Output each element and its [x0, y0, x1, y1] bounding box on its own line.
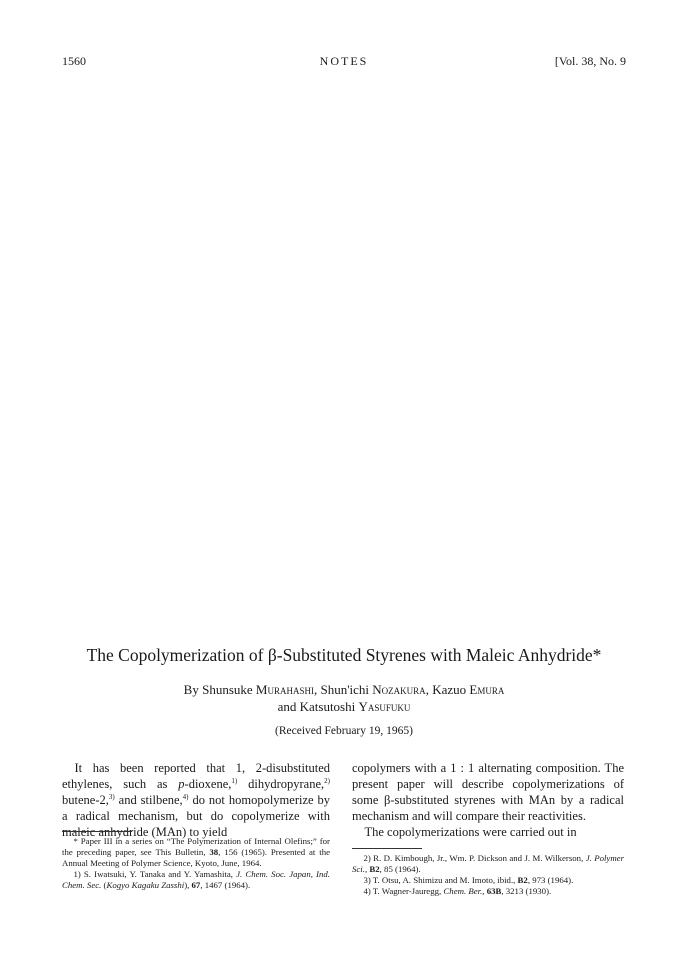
- body-text: and stilbene,: [114, 793, 183, 807]
- body-text: -dioxene,: [184, 777, 232, 791]
- footnote-divider: [352, 848, 422, 849]
- footnote-text: , 156 (1965). Presented at the Annual Meeting of Polymer Science, Kyoto, June, 1964.: [62, 847, 330, 868]
- footnote: [62, 869, 330, 891]
- page-number: 1560: [62, 54, 86, 68]
- author-separator: and Katsutoshi: [277, 699, 359, 714]
- footnote-text: ),: [184, 880, 192, 890]
- footnote-text: Chem. Ber.: [443, 886, 483, 896]
- author-surname: Yasufuku: [358, 699, 411, 714]
- footnotes-left: [62, 836, 330, 891]
- footnote-text: 38: [209, 847, 219, 857]
- author-by: By Shunsuke: [183, 682, 256, 697]
- footnote-text: ,: [482, 886, 487, 896]
- footnote-text: 67: [191, 880, 201, 890]
- body-text: dihydropyrane,: [237, 777, 325, 791]
- footnote-text: , 973 (1964).: [527, 875, 574, 885]
- footnote-text: 2) R. D. Kimbough, Jr., Wm. P. Dickson and J. M. Wilkerson,: [363, 853, 586, 863]
- body-text: butene-2,: [62, 793, 109, 807]
- body-column-right: [352, 760, 624, 840]
- author-list: [0, 681, 688, 715]
- body-paragraph: copolymers with a 1 : 1 alternating composition. The present paper will describe copolymerizations of some β-substituted styrenes with MAn by a radical mechanism and will compare their reactivities.: [352, 761, 624, 823]
- footnote-text: J. Polymer Sci.: [352, 853, 625, 874]
- author-surname: Emura: [469, 682, 505, 697]
- footnote-text: 4) T. Wagner-Jauregg,: [363, 886, 444, 896]
- body-paragraph: The copolymerizations were carried out in: [364, 825, 577, 839]
- body-text: p: [178, 777, 185, 791]
- body-paragraph: [62, 760, 330, 840]
- footnote-text: (: [101, 880, 107, 890]
- author-surname: Nozakura: [372, 682, 426, 697]
- body-text: It has been reported that 1, 2-disubstituted ethylenes, such as: [62, 761, 330, 791]
- footnote: [62, 836, 330, 869]
- footnote-text: * Paper III in a series on “The Polymerization of Internal Olefins;” for the preceding paper, see This Bulletin,: [62, 836, 330, 857]
- received-date: (Received February 19, 1965): [275, 725, 413, 737]
- body-column-left: [62, 760, 330, 840]
- author-line-2: [0, 698, 688, 715]
- reference-marker: 4): [182, 792, 189, 801]
- footnote-text: J. Chem. Soc. Japan, Ind. Chem. Sec.: [62, 869, 330, 890]
- author-line-1: [0, 681, 688, 698]
- footnote-text: , 85 (1964).: [379, 864, 421, 874]
- footnote-text: 3) T. Otsu, A. Shimizu and M. Imoto, ibid.,: [363, 875, 518, 885]
- footnote-text: B2: [369, 864, 380, 874]
- footnotes-right: [352, 853, 624, 897]
- footnote-text: Kogyo Kagaku Zasshi: [106, 880, 185, 890]
- footnote-text: 63B: [486, 886, 502, 896]
- footnote: [352, 853, 624, 875]
- reference-marker: 3): [108, 792, 115, 801]
- author-separator: , Shun'ichi: [313, 682, 373, 697]
- running-head-section: NOTES: [319, 54, 369, 68]
- footnote: [352, 875, 624, 886]
- footnote-text: 1) S. Iwatsuki, Y. Tanaka and Y. Yamashita,: [73, 869, 237, 879]
- article-title: The Copolymerization of β-Substituted Styrenes with Maleic Anhydride*: [86, 645, 602, 665]
- footnote-text: ,: [364, 864, 370, 874]
- footnote-text: , 3213 (1930).: [501, 886, 552, 896]
- reference-marker: 1): [231, 776, 238, 785]
- running-head-volume: [Vol. 38, No. 9: [554, 54, 626, 68]
- author-separator: , Kazuo: [425, 682, 470, 697]
- footnote: [352, 886, 624, 897]
- footnote-text: , 1467 (1964).: [200, 880, 251, 890]
- footnote-divider: [62, 831, 132, 832]
- body-text: do not homopolymerize by a radical mechanism, but do copolymerize with maleic anhydride (MAn) to yield: [62, 793, 330, 839]
- footnote-text: B2: [517, 875, 528, 885]
- author-surname: Murahashi: [255, 682, 314, 697]
- reference-marker: 2): [324, 776, 330, 785]
